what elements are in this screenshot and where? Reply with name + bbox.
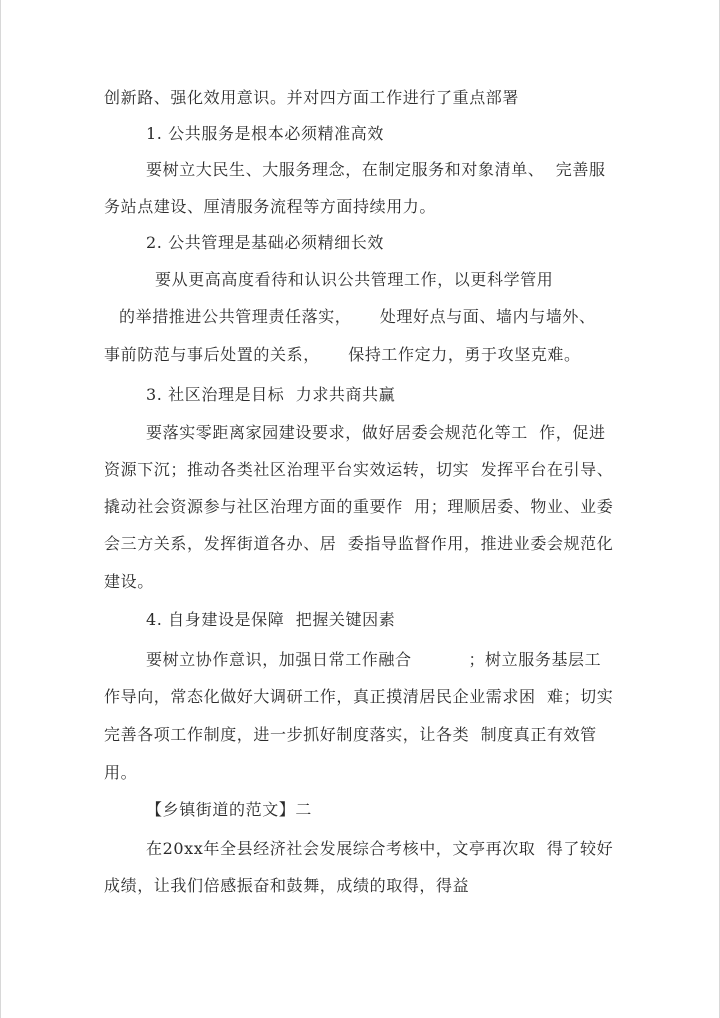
paragraph-line: 要从更高高度看待和认识公共管理工作，以更科学管用 <box>155 270 554 289</box>
paragraph-line: 要树立大民生、大服务理念，在制定服务和对象清单、 完善服 <box>146 160 606 179</box>
paragraph-line: 用。 <box>104 763 138 782</box>
section-heading-4: 4. 自身建设是保障 把握关键因素 <box>146 610 396 629</box>
paragraph-line: 在20xx年全县经济社会发展综合考核中，文亭再次取 得了较好 <box>146 839 614 858</box>
paragraph-line: 建设。 <box>104 572 154 591</box>
section-heading-2: 2. 公共管理是基础必须精细长效 <box>146 233 384 252</box>
subtitle-heading: 【乡镇街道的范文】二 <box>146 800 313 819</box>
paragraph-line: 成绩，让我们倍感振奋和鼓舞，成绩的取得，得益 <box>104 876 470 895</box>
paragraph-line: 的举措推进公共管理责任落实， 处理好点与面、墙内与墙外、 <box>119 307 596 326</box>
section-heading-1: 1. 公共服务是根本必须精准高效 <box>146 124 384 143</box>
paragraph-line: 完善各项工作制度，进一步抓好制度落实，让各类 制度真正有效管 <box>104 725 597 744</box>
paragraph-line: 务站点建设、厘清服务流程等方面持续用力。 <box>104 197 437 216</box>
paragraph-line: 事前防范与事后处置的关系， 保持工作定力，勇于攻坚克难。 <box>104 345 581 364</box>
paragraph-line: 会三方关系，发挥街道各办、居 委指导监督作用，推进业委会规范化 <box>104 534 614 553</box>
paragraph-line: 要落实零距离家园建设要求，做好居委会规范化等工 作，促进 <box>146 423 606 442</box>
paragraph-line: 要树立协作意识，加强日常工作融合 ；树立服务基层工 <box>146 650 602 669</box>
paragraph-line: 资源下沉；推动各类社区治理平台实效运转，切实 发挥平台在引导、 <box>104 460 614 479</box>
section-heading-3: 3. 社区治理是目标 力求共商共赢 <box>146 385 396 404</box>
paragraph-line: 撬动社会资源参与社区治理方面的重要作 用；理顺居委、物业、业委 <box>104 497 614 516</box>
paragraph-line: 创新路、强化效用意识。并对四方面工作进行了重点部署 <box>104 88 520 107</box>
paragraph-line: 作导向，常态化做好大调研工作，真正摸清居民企业需求困 难；切实 <box>104 687 614 706</box>
